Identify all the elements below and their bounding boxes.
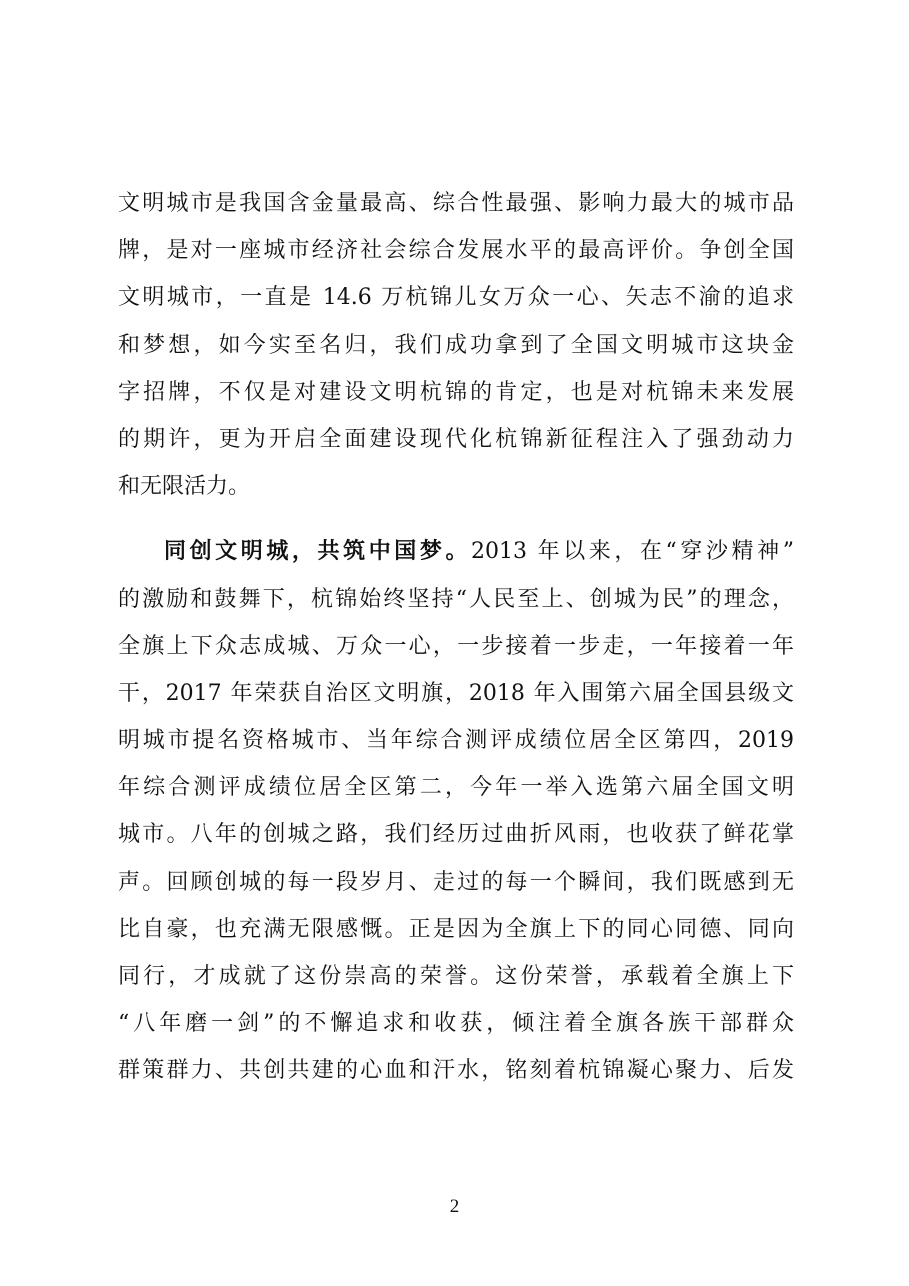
text-line: 声。回顾创城的每一段岁月、走过的每一个瞬间，我们既感到无 <box>118 869 794 895</box>
page-number: 2 <box>449 1196 460 1217</box>
text-line: 干，2017 年荣获自治区文明旗，2018 年入围第六届全国县级文 <box>118 680 794 706</box>
lead-line-text: 2013 年以来，在“穿沙精神” <box>471 539 794 565</box>
body-text <box>118 180 794 1095</box>
paragraph-spacer <box>118 510 794 528</box>
text-line: 同行，才成就了这份崇高的荣誉。这份荣誉，承载着全旗上下 <box>118 964 794 989</box>
text-line: 比自豪，也充满无限感慨。正是因为全旗上下的同心同德、同向 <box>118 916 794 942</box>
text-line: 和梦想，如今实至名归，我们成功拿到了全国文明城市这块金 <box>118 332 794 358</box>
text-line: 城市。八年的创城之路，我们经历过曲折风雨，也收获了鲜花掌 <box>118 822 794 848</box>
text-line: 和无限活力。 <box>118 474 251 500</box>
text-line: 文明城市，一直是 14.6 万杭锦儿女万众一心、矢志不渝的追求 <box>118 285 794 311</box>
text-line <box>118 528 794 575</box>
text-line: 群策群力、共创共建的心血和汗水，铭刻着杭锦凝心聚力、后发 <box>118 1058 794 1084</box>
text-line: 字招牌，不仅是对建设文明杭锦的肯定，也是对杭锦未来发展 <box>118 379 794 405</box>
text-line: 的激励和鼓舞下，杭锦始终坚持“人民至上、创城为民”的理念， <box>118 586 794 612</box>
text-line: 的期许，更为开启全面建设现代化杭锦新征程注入了强劲动力 <box>118 426 794 452</box>
paragraph-lead-heading: 同创文明城，共筑中国梦。 <box>164 538 472 565</box>
text-line: 全旗上下众志成城、万众一心，一步接着一步走，一年接着一年 <box>118 633 794 659</box>
text-line: 牌，是对一座城市经济社会综合发展水平的最高评价。争创全国 <box>118 238 794 264</box>
paragraph-1 <box>118 180 794 510</box>
text-line: 文明城市是我国含金量最高、综合性最强、影响力最大的城市品 <box>118 191 794 216</box>
text-line: “八年磨一剑”的不懈追求和收获，倾注着全旗各族干部群众 <box>118 1011 794 1037</box>
text-line: 明城市提名资格城市、当年综合测评成绩位居全区第四，2019 <box>118 728 794 754</box>
text-line: 年综合测评成绩位居全区第二，今年一举入选第六届全国文明 <box>118 775 794 801</box>
paragraph-2 <box>118 528 794 1094</box>
